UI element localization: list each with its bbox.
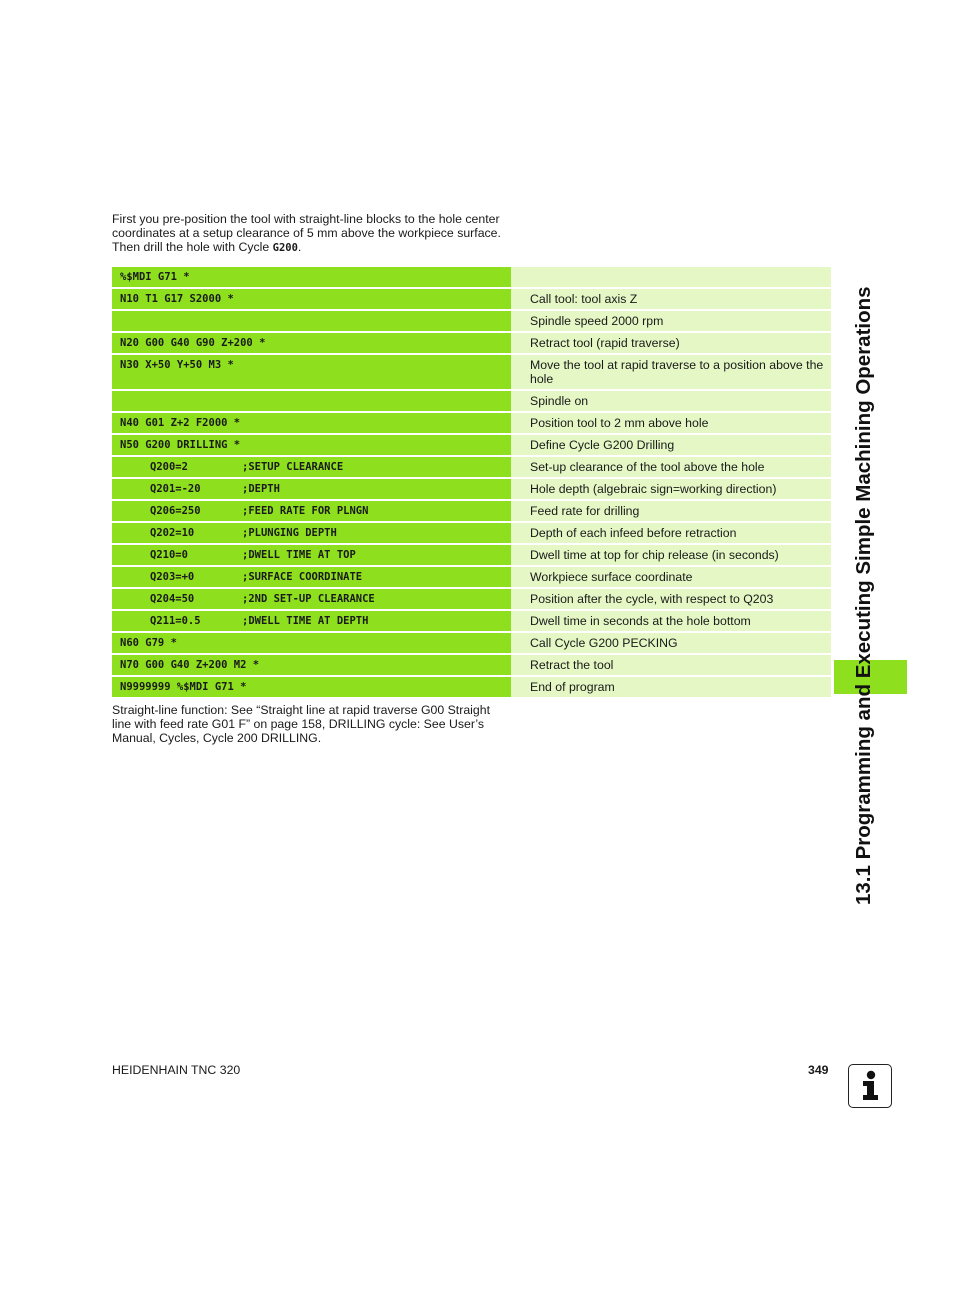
code-comment: ;FEED RATE FOR PLNGN <box>242 505 369 517</box>
info-icon <box>848 1064 892 1108</box>
table-row <box>112 567 831 587</box>
code-cell <box>112 655 511 675</box>
table-row <box>112 391 831 411</box>
code-cell <box>112 501 511 521</box>
intro-paragraph <box>112 212 512 255</box>
table-row <box>112 289 831 309</box>
table-row <box>112 545 831 565</box>
description-cell <box>511 267 831 287</box>
table-row <box>112 633 831 653</box>
code-cell <box>112 611 511 631</box>
description-cell: Retract tool (rapid traverse) <box>511 333 831 353</box>
code-block: N30 X+50 Y+50 M3 * <box>120 359 234 371</box>
description-cell: Define Cycle G200 Drilling <box>511 435 831 455</box>
description-cell: Move the tool at rapid traverse to a position above the hole <box>511 355 831 389</box>
table-row <box>112 611 831 631</box>
code-cell <box>112 545 511 565</box>
code-cell <box>112 267 511 287</box>
table-row <box>112 311 831 331</box>
table-row <box>112 501 831 521</box>
code-comment: ;DWELL TIME AT TOP <box>242 549 356 561</box>
description-cell: Depth of each infeed before retraction <box>511 523 831 543</box>
code-cell <box>112 523 511 543</box>
code-cell <box>112 311 511 331</box>
description-cell: Call Cycle G200 PECKING <box>511 633 831 653</box>
code-cell <box>112 567 511 587</box>
code-parameter: Q200=2 <box>150 461 188 473</box>
description-cell: Position after the cycle, with respect to Q203 <box>511 589 831 609</box>
description-cell: Feed rate for drilling <box>511 501 831 521</box>
description-cell: Set-up clearance of the tool above the hole <box>511 457 831 477</box>
code-block: %$MDI G71 * <box>120 271 190 283</box>
description-cell: Workpiece surface coordinate <box>511 567 831 587</box>
program-table <box>112 267 831 699</box>
description-cell: Spindle on <box>511 391 831 411</box>
code-parameter: Q201=-20 <box>150 483 201 495</box>
intro-cycle-code: G200 <box>272 242 298 254</box>
code-cell <box>112 479 511 499</box>
code-block: N50 G200 DRILLING * <box>120 439 241 451</box>
table-row <box>112 435 831 455</box>
table-row <box>112 333 831 353</box>
table-row <box>112 655 831 675</box>
code-block: N9999999 %$MDI G71 * <box>120 681 247 693</box>
code-block: N70 G00 G40 Z+200 M2 * <box>120 659 260 671</box>
code-cell <box>112 355 511 389</box>
code-cell <box>112 391 511 411</box>
code-block: N40 G01 Z+2 F2000 * <box>120 417 241 429</box>
description-cell: Retract the tool <box>511 655 831 675</box>
code-comment: ;PLUNGING DEPTH <box>242 527 337 539</box>
table-row <box>112 267 831 287</box>
code-comment: ;SURFACE COORDINATE <box>242 571 363 583</box>
code-comment: ;2ND SET-UP CLEARANCE <box>242 593 375 605</box>
code-comment: ;DWELL TIME AT DEPTH <box>242 615 369 627</box>
code-comment: ;DEPTH <box>242 483 280 495</box>
code-parameter: Q203=+0 <box>150 571 195 583</box>
table-row <box>112 457 831 477</box>
code-block: N20 G00 G40 G90 Z+200 * <box>120 337 266 349</box>
code-block: N10 T1 G17 S2000 * <box>120 293 234 305</box>
code-cell <box>112 589 511 609</box>
code-comment: ;SETUP CLEARANCE <box>242 461 344 473</box>
outro-paragraph: Straight-line function: See “Straight line at rapid traverse G00 Straight line with feed rate G01 F” on page 158, DRILLING cycle: See User’s Manual, Cycles, Cycle 200 DRILLING. <box>112 703 490 745</box>
code-cell <box>112 333 511 353</box>
code-cell <box>112 289 511 309</box>
code-cell <box>112 435 511 455</box>
description-cell: Call tool: tool axis Z <box>511 289 831 309</box>
code-block: N60 G79 * <box>120 637 177 649</box>
code-cell <box>112 413 511 433</box>
table-row <box>112 523 831 543</box>
table-row <box>112 479 831 499</box>
table-row <box>112 413 831 433</box>
page-number: 349 <box>808 1063 829 1077</box>
code-parameter: Q206=250 <box>150 505 201 517</box>
intro-text: First you pre-position the tool with straight-line blocks to the hole center coordinates at a setup clearance of 5 mm above the workpiece surface. Then drill the hole with Cycle <box>112 212 501 254</box>
description-cell: Hole depth (algebraic sign=working direction) <box>511 479 831 499</box>
code-parameter: Q210=0 <box>150 549 188 561</box>
code-parameter: Q204=50 <box>150 593 195 605</box>
description-cell: Dwell time in seconds at the hole bottom <box>511 611 831 631</box>
table-row <box>112 589 831 609</box>
code-cell <box>112 633 511 653</box>
code-parameter: Q202=10 <box>150 527 195 539</box>
table-row <box>112 677 831 697</box>
footer-product: HEIDENHAIN TNC 320 <box>112 1063 241 1077</box>
table-row <box>112 355 831 389</box>
chapter-side-title: 13.1 Programming and Executing Simple Machining Operations <box>852 286 875 905</box>
description-cell: Position tool to 2 mm above hole <box>511 413 831 433</box>
intro-period: . <box>297 240 302 254</box>
description-cell: Dwell time at top for chip release (in seconds) <box>511 545 831 565</box>
code-cell <box>112 457 511 477</box>
code-cell <box>112 677 511 697</box>
description-cell: Spindle speed 2000 rpm <box>511 311 831 331</box>
description-cell: End of program <box>511 677 831 697</box>
code-parameter: Q211=0.5 <box>150 615 201 627</box>
